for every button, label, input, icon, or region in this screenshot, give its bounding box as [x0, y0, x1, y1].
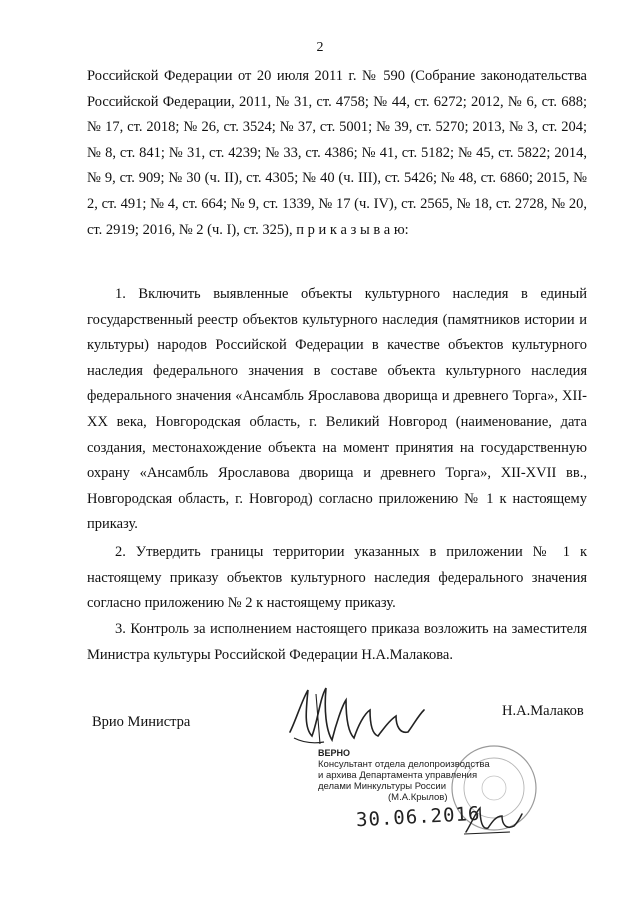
signatory-name: Н.А.Малаков: [502, 703, 584, 719]
page-number: 2: [316, 40, 324, 55]
certification-heading: ВЕРНО: [318, 748, 351, 758]
certification-line: Консультант отдела делопроизводства: [318, 759, 490, 770]
paragraph-3: 3. Контроль за исполнением настоящего приказа возложить на заместителя Министра культуры Российской Федерации Н.А.Малакова.: [87, 621, 587, 663]
certification-line: и архива Департамента управления: [318, 770, 478, 781]
intro-text: Российской Федерации от 20 июля 2011 г. № 590 (Собрание законодательства Российской Федерации, 2011, № 31, ст. 4758; № 44, ст. 6272; 2012, № 6, ст. 688; № 17, ст. 2018; № 26, ст. 3524; № 37, ст. 5001; № 39, ст. 5270; 2013, № 3, ст. 204; № 8, ст. 841; № 31, ст. 4239; № 33, ст. 4386; № 41, ст. 5182; № 45, ст. 5822; 2014, № 9, ст. 909; № 30 (ч. II), ст. 4305; № 40 (ч. III), ст. 5426; № 48, ст. 6860; 2015, № 2, ст. 491; № 4, ст. 664; № 9, ст. 1339, № 17 (ч. IV), ст. 2565, № 18, ст. 2728, № 20, ст. 2919; 2016, № 2 (ч. I), ст. 325),: [87, 68, 587, 238]
paragraph-1: 1. Включить выявленные объекты культурного наследия в единый государственный реестр объектов культурного наследия (памятников истории и культуры) народов Российской Федерации в качестве объектов культурного наследия федерального значения в составе объекта культурного наследия федерального значения «Ансамбль Ярославова дворища и древнего Торга», XII-XX века, Новгородская область, г. Великий Новгород (наименование, дата создания, местонахождение объекта на момент принятия на государственную охрану «Ансамбль Ярославова дворища и древнего Торга», XII-XVII вв., Новгородская область, г. Новгород) согласно приложению № 1 к настоящему приказу.: [87, 286, 587, 533]
intro-paragraph: [87, 64, 587, 243]
signatory-title: Врио Министра: [92, 714, 191, 730]
certification-block: [318, 748, 518, 803]
certification-date: 30.06.2016: [355, 802, 481, 832]
paragraph-2: 2. Утвердить границы территории указанных в приложении № 1 к настоящему приказу объектов культурного наследия федерального значения согласно приложению № 2 к настоящему приказу.: [87, 544, 587, 612]
certification-line: делами Минкультуры России: [318, 781, 447, 792]
order-word: п р и к а з ы в а ю:: [296, 221, 409, 238]
certification-line: (М.А.Крылов): [388, 792, 448, 803]
handwritten-initials: [462, 804, 524, 838]
